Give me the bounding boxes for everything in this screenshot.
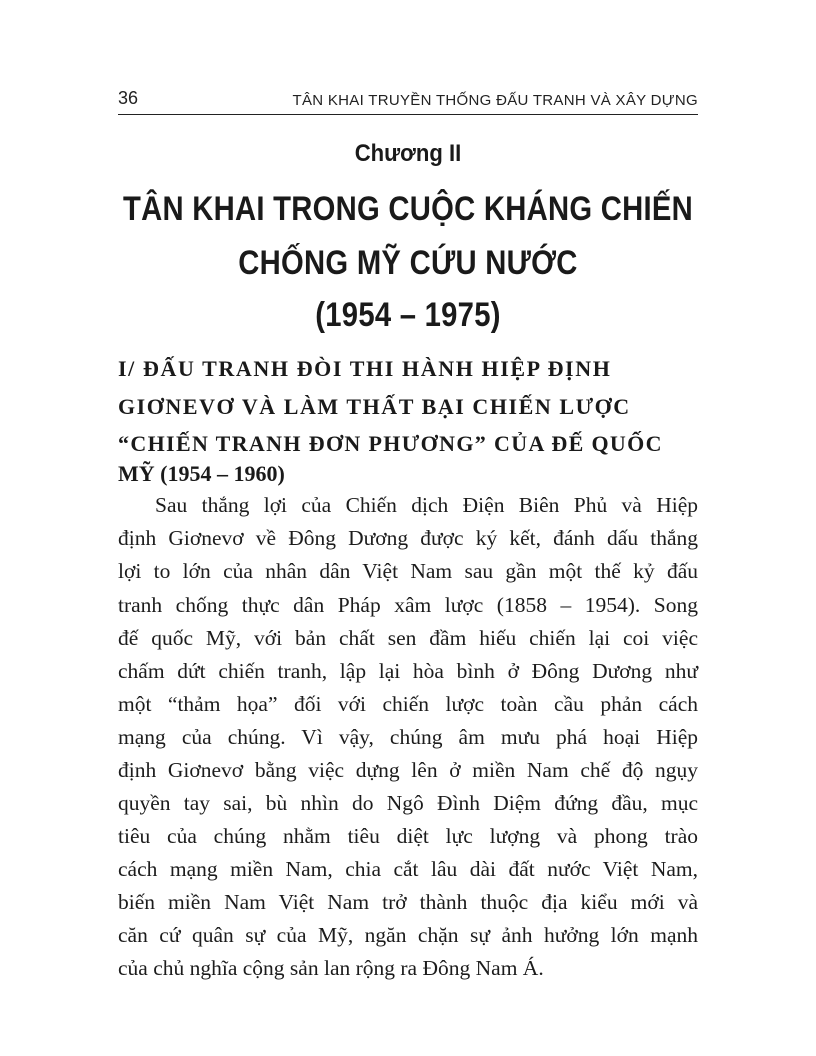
body-text-line: mạng của chúng. Vì vậy, chúng âm mưu phá hoại Hiệp	[118, 725, 698, 749]
chapter-title-line: TÂN KHAI TRONG CUỘC KHÁNG CHIẾN	[122, 190, 694, 228]
chapter-label: Chương II	[354, 140, 462, 167]
chapter-title-years: (1954 – 1975)	[315, 296, 501, 334]
section-heading-line: GIƠNEVƠ VÀ LÀM THẤT BẠI CHIẾN LƯỢC	[118, 394, 631, 419]
section-heading-line: MỸ (1954 – 1960)	[118, 461, 285, 486]
body-text-line: biến miền Nam Việt Nam trở thành thuộc địa kiểu mới và	[118, 890, 698, 914]
body-text-line: căn cứ quân sự của Mỹ, ngăn chặn sự ảnh hưởng lớn mạnh	[118, 923, 698, 947]
body-text-line: một “thảm họa” đối với chiến lược toàn cầu phản cách	[118, 692, 698, 716]
section-heading-line: I/ ĐẤU TRANH ĐÒI THI HÀNH HIỆP ĐỊNH	[118, 356, 612, 381]
body-text-line: quyền tay sai, bù nhìn do Ngô Đình Diệm đứng đầu, mục	[118, 791, 698, 815]
body-text-line: định Giơnevơ bằng việc dựng lên ở miền Nam chế độ ngụy	[118, 758, 698, 782]
running-header-title: TÂN KHAI TRUYỀN THỐNG ĐẤU TRANH VÀ XÂY DỰNG	[292, 92, 698, 109]
body-text-line: cách mạng miền Nam, chia cắt lâu dài đất nước Việt Nam,	[118, 857, 698, 881]
body-text-line: Sau thắng lợi của Chiến dịch Điện Biên Phủ và Hiệp	[155, 493, 698, 517]
body-text-line: lợi to lớn của nhân dân Việt Nam sau gần một thế kỷ đấu	[118, 559, 698, 583]
body-text-line: đế quốc Mỹ, với bản chất sen đầm hiếu chiến lại coi việc	[118, 626, 698, 650]
body-text-line-last: của chủ nghĩa cộng sản lan rộng ra Đông Nam Á.	[118, 956, 544, 980]
running-header	[118, 84, 698, 115]
body-text-line: tranh chống thực dân Pháp xâm lược (1858 – 1954). Song	[118, 593, 698, 617]
page-number: 36	[118, 88, 139, 108]
body-text-line: định Giơnevơ về Đông Dương được ký kết, đánh dấu thắng	[118, 526, 698, 550]
section-heading-line: “CHIẾN TRANH ĐƠN PHƯƠNG” CỦA ĐẾ QUỐC	[118, 431, 663, 456]
body-text-line: chấm dứt chiến tranh, lập lại hòa bình ở Đông Dương như	[118, 659, 698, 683]
body-text-line: tiêu của chúng nhằm tiêu diệt lực lượng và phong trào	[118, 824, 698, 848]
chapter-title-line: CHỐNG MỸ CỨU NƯỚC	[238, 244, 578, 282]
